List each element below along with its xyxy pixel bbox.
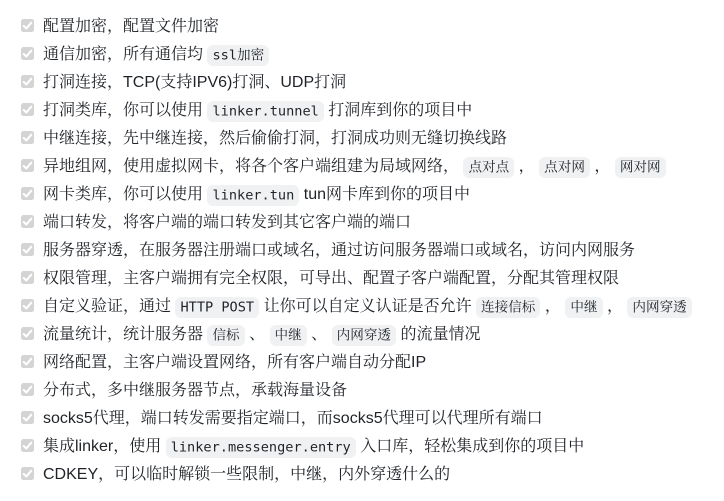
checkbox-checked-icon	[21, 327, 34, 340]
inline-code: 点对点	[463, 157, 514, 178]
list-item	[20, 15, 714, 39]
inline-code: 连接信标	[476, 297, 540, 318]
feature-text: CDKEY，可以临时解锁一些限制，中继，内外穿透什么的	[43, 466, 451, 483]
checkbox-checked-icon	[21, 243, 34, 256]
checkbox-checked-icon	[21, 159, 34, 172]
list-item	[20, 379, 714, 403]
feature-text: 的流量情况	[396, 326, 481, 343]
list-item	[20, 323, 714, 347]
feature-text: 打洞库到你的项目中	[323, 102, 473, 119]
feature-text: 流量统计，统计服务器	[43, 326, 208, 343]
list-item	[20, 463, 714, 487]
feature-text: 集成linker，使用	[43, 438, 166, 455]
inline-code: HTTP POST	[175, 297, 259, 318]
inline-code: linker.messenger.entry	[166, 437, 356, 458]
checkbox-checked-icon	[21, 383, 34, 396]
list-item	[20, 43, 714, 67]
list-item	[20, 351, 714, 375]
feature-text: 端口转发，将客户端的端口转发到其它客户端的端口	[43, 214, 412, 231]
inline-code: 内网穿透	[332, 325, 396, 346]
inline-code: linker.tun	[207, 185, 299, 206]
feature-text: ，	[589, 158, 615, 175]
checkbox-checked-icon	[21, 411, 34, 424]
inline-code: 点对网	[539, 157, 590, 178]
feature-text: 入口库，轻松集成到你的项目中	[355, 438, 585, 455]
inline-code: 内网穿透	[627, 297, 691, 318]
checkbox-checked-icon	[21, 187, 34, 200]
list-item	[20, 211, 714, 235]
list-item	[20, 435, 714, 459]
list-item	[20, 407, 714, 431]
inline-code: 中继	[270, 325, 307, 346]
checkbox-checked-icon	[21, 131, 34, 144]
feature-text: 权限管理，主客户端拥有完全权限，可导出、配置子客户端配置，分配其管理权限	[43, 270, 620, 287]
list-item	[20, 239, 714, 263]
inline-code: ssl加密	[207, 45, 269, 66]
list-item	[20, 99, 714, 123]
inline-code: linker.tunnel	[207, 101, 323, 122]
checkbox-checked-icon	[21, 47, 34, 60]
feature-text: 分布式，多中继服务器节点，承载海量设备	[43, 382, 348, 399]
feature-text: ，	[540, 298, 566, 315]
feature-text: 通信加密，所有通信均	[43, 46, 208, 63]
list-item	[20, 183, 714, 207]
feature-text: ，	[602, 298, 628, 315]
list-item	[20, 155, 714, 179]
checkbox-checked-icon	[21, 215, 34, 228]
checkbox-checked-icon	[21, 467, 34, 480]
feature-text: 打洞类库，你可以使用	[43, 102, 208, 119]
feature-text: 自定义验证，通过	[43, 298, 176, 315]
checkbox-checked-icon	[21, 103, 34, 116]
checkbox-checked-icon	[21, 271, 34, 284]
checkbox-checked-icon	[21, 299, 34, 312]
inline-code: 信标	[207, 325, 244, 346]
list-item	[20, 71, 714, 95]
feature-text: ，	[514, 158, 540, 175]
feature-text: 服务器穿透，在服务器注册端口或域名，通过访问服务器端口或域名，访问内网服务	[43, 242, 636, 259]
inline-code: 网对网	[615, 157, 666, 178]
feature-text: tun网卡库到你的项目中	[299, 186, 470, 203]
feature-text: 异地组网，使用虚拟网卡，将各个客户端组建为局域网络，	[43, 158, 464, 175]
feature-text: 网络配置，主客户端设置网络，所有客户端自动分配IP	[43, 354, 427, 371]
feature-text: 让你可以自定义认证是否允许	[259, 298, 477, 315]
list-item	[20, 267, 714, 291]
feature-text: 、	[306, 326, 332, 343]
feature-text: 配置加密，配置文件加密	[43, 18, 220, 35]
feature-text: 中继连接，先中继连接，然后偷偷打洞，打洞成功则无缝切换线路	[43, 130, 508, 147]
feature-text: socks5代理，端口转发需要指定端口，而socks5代理可以代理所有端口	[43, 410, 543, 427]
list-item	[20, 295, 714, 319]
checkbox-checked-icon	[21, 19, 34, 32]
feature-text: 网卡类库，你可以使用	[43, 186, 208, 203]
list-item	[20, 127, 714, 151]
feature-text: 打洞连接，TCP(支持IPV6)打洞、UDP打洞	[43, 74, 347, 91]
checkbox-checked-icon	[21, 355, 34, 368]
inline-code: 中继	[565, 297, 602, 318]
checkbox-checked-icon	[21, 439, 34, 452]
checkbox-checked-icon	[21, 75, 34, 88]
feature-text: 、	[244, 326, 270, 343]
